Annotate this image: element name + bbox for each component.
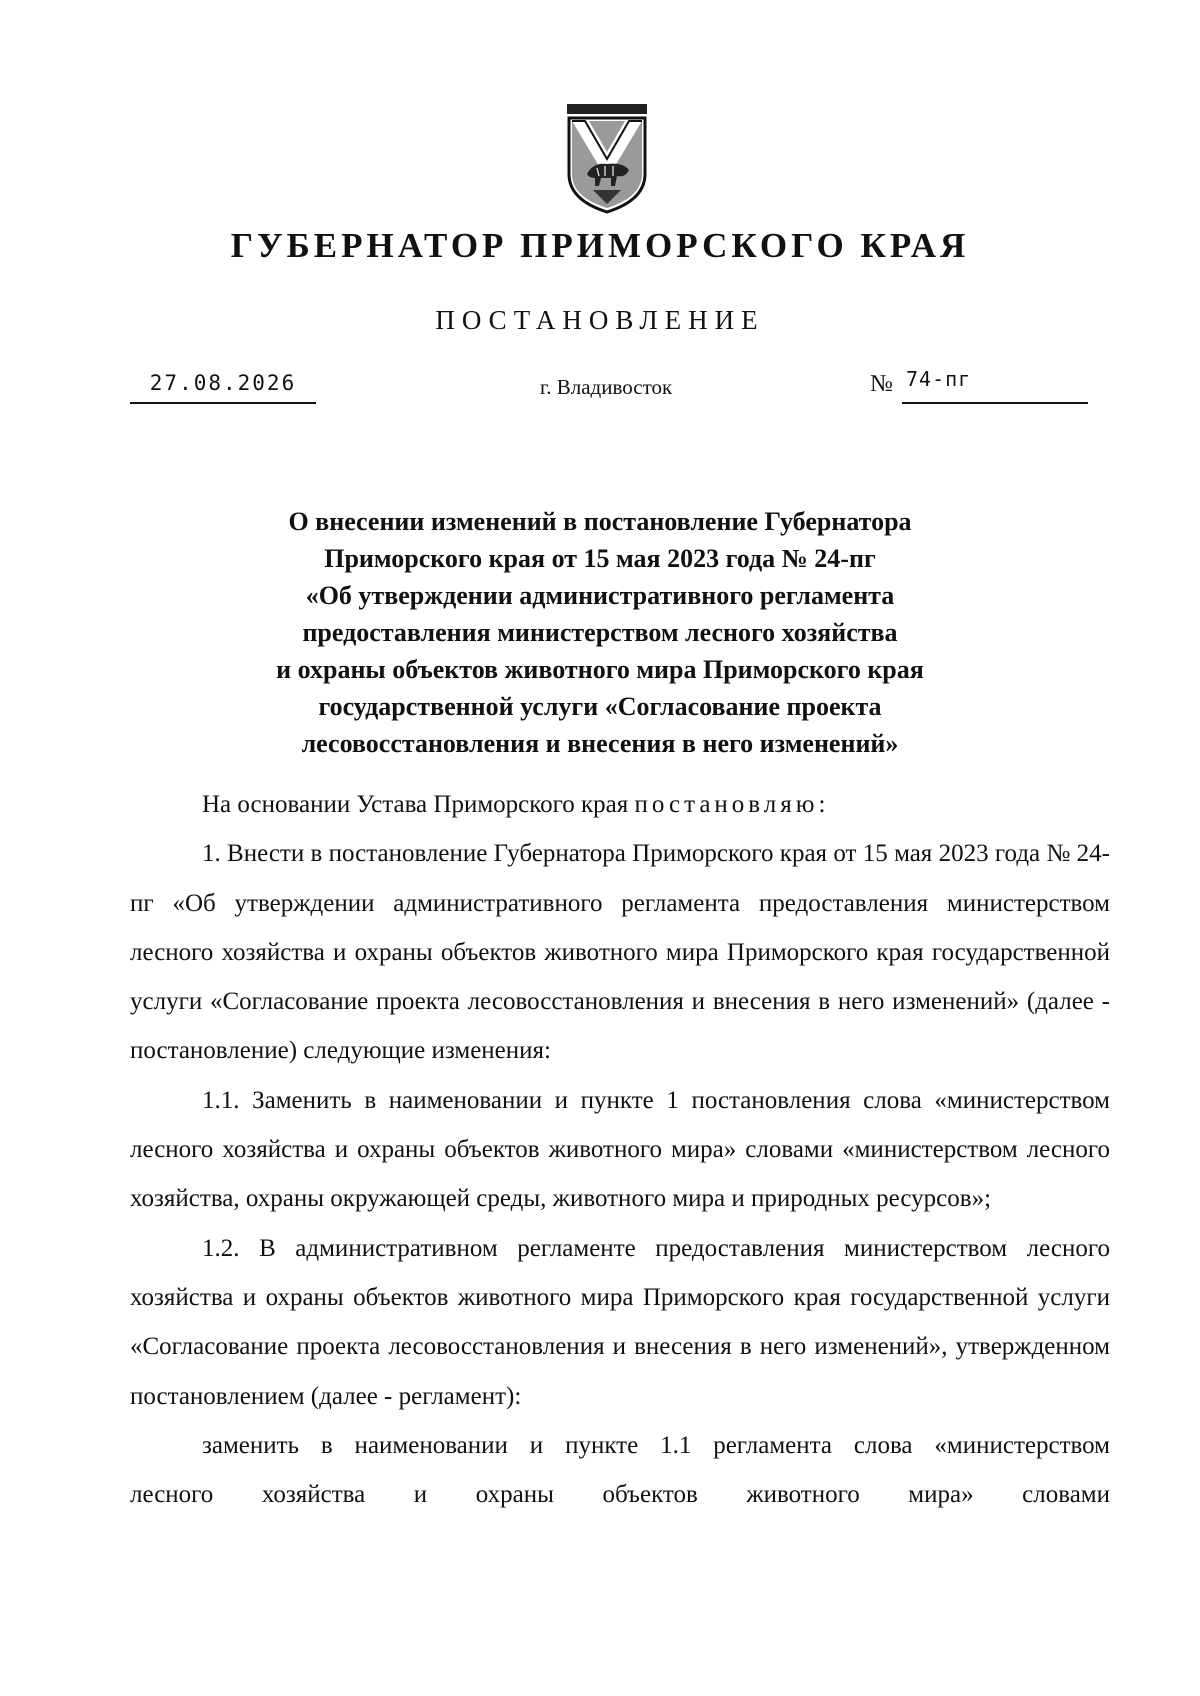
coat-of-arms-icon <box>567 104 647 214</box>
title-line: государственной услуги «Согласование проекта <box>318 692 882 721</box>
document-date: 27.08.2026 <box>149 371 297 395</box>
document-title <box>180 503 1020 762</box>
date-underline <box>130 402 316 404</box>
paragraph-1-2: 1.2. В административном регламенте предоставления министерством лесного хозяйства и охраны объектов животного мира Приморского края государственной услуги «Согласование проекта лесовосстановления и внесения в него изменений», утвержденном постановлением (далее - регламент): <box>130 1234 1110 1410</box>
issuing-authority: ГУБЕРНАТОР ПРИМОРСКОГО КРАЯ <box>230 226 970 265</box>
title-line: «Об утверждении административного регламента <box>305 581 895 610</box>
document-number: 74-пг <box>906 367 972 391</box>
paragraph-replace-line-2: лесного хозяйства и охраны объектов животного мира» словами <box>130 1481 1110 1509</box>
title-line: и охраны объектов животного мира Приморского края <box>276 655 924 684</box>
title-line: О внесении изменений в постановление Губернатора <box>288 507 912 536</box>
number-sign: № <box>870 371 893 397</box>
title-line: Приморского края от 15 мая 2023 года № 24-пг <box>324 544 876 573</box>
document-body <box>130 780 1110 1519</box>
intro-paragraph <box>130 780 1110 829</box>
document-city: г. Владивосток <box>540 375 673 399</box>
number-underline <box>902 402 1088 404</box>
intro-text: На основании Устава Приморского края <box>202 791 635 818</box>
intro-colon: : <box>818 791 826 818</box>
paragraph-1-1: 1.1. Заменить в наименовании и пункте 1 постановления слова «министерством лесного хозяйства и охраны объектов животного мира» словами «министерством лесного хозяйства, охраны окружающей среды, животного мира и природных ресурсов»; <box>130 1086 1110 1213</box>
document-type: ПОСТАНОВЛЕНИЕ <box>435 305 765 335</box>
title-line: предоставления министерством лесного хозяйства <box>302 618 898 647</box>
paragraph-replace-line-1: заменить в наименовании и пункте 1.1 регламента слова «министерством <box>202 1431 1110 1459</box>
paragraph-1: 1. Внести в постановление Губернатора Приморского края от 15 мая 2023 года № 24-пг «Об утверждении административного регламента предоставления министерством лесного хозяйства и охраны объектов животного мира Приморского края государственной услуги «Согласование проекта лесовосстановления и внесения в него изменений» (далее - постановление) следующие изменения: <box>130 840 1110 1065</box>
intro-spaced-word: постановляю <box>634 791 819 818</box>
title-line: лесовосстановления и внесения в него изменений» <box>301 729 899 758</box>
